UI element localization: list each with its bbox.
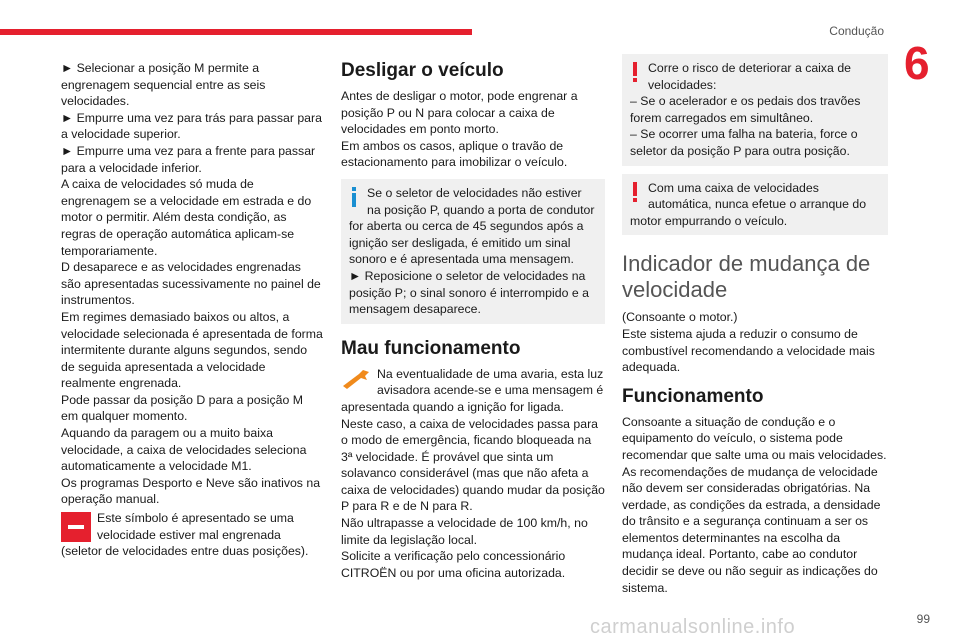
paragraph: Consoante a situação de condução e o equipamento do veículo, o sistema pode recomendar que salte uma ou mais velocidades. — [622, 414, 887, 462]
warning-text: – Se ocorrer uma falha na bateria, force o seletor da posição P para outra posição. — [630, 127, 858, 158]
paragraph: Antes de desligar o motor, pode engrenar a posição P ou N para colocar a caixa de velocidades em ponto morto. — [341, 89, 578, 137]
paragraph: Este sistema ajuda a reduzir o consumo de combustível recomendando a velocidade mais adequada. — [622, 326, 875, 375]
gear-fault-symbol-icon — [61, 512, 91, 542]
malfunction-text: Na eventualidade de uma avaria, esta luz avisadora acende-se e uma mensagem é apresentada quando a ignição for ligada. — [341, 366, 604, 414]
heading-switch-off: Desligar o veículo — [341, 60, 504, 81]
paragraph: Não ultrapasse a velocidade de 100 km/h, no limite da legislação local. — [341, 516, 588, 547]
watermark: carmanualsonline.info — [590, 616, 796, 638]
heading-operation: Funcionamento — [622, 385, 764, 407]
paragraph: D desaparece e as velocidades engrenadas são apresentadas sucessivamente no painel de instrumentos. — [61, 260, 321, 308]
paragraph: (Consoante o motor.) — [622, 310, 738, 325]
paragraph: ► Empurre uma vez para a frente para passar para a velocidade inferior. — [61, 143, 316, 175]
paragraph: ► Selecionar a posição M permite a engrenagem sequencial entre as seis velocidades. — [61, 61, 266, 109]
paragraph: Em regimes demasiado baixos ou altos, a velocidade selecionada é apresentada de forma intermitente durante alguns segundos, sendo de seguida apresentada a velocidade realmente engrenada. — [61, 309, 323, 391]
warning-text: – Se o acelerador e os pedais dos travões forem carregados em simultâneo. — [630, 94, 861, 125]
warning-exclamation-icon — [630, 182, 640, 202]
heading-gear-indicator: Indicador de mudança de velocidade — [622, 251, 871, 303]
wrench-warning-icon — [341, 368, 371, 390]
chapter-number: 6 — [904, 37, 930, 89]
info-note-text-2: ► Reposicione o seletor de velocidades na posição P; o sinal sonoro é interrompido e a mensagem desaparece. — [349, 268, 589, 317]
column-2 — [341, 60, 605, 581]
paragraph: ► Empurre uma vez para trás para passar para a velocidade superior. — [61, 110, 322, 142]
info-note — [341, 179, 605, 324]
paragraph: Aquando da paragem ou a muito baixa velocidade, a caixa de velocidades seleciona automaticamente a velocidade M1. — [61, 426, 307, 474]
paragraph: Neste caso, a caixa de velocidades passa para o modo de emergência, ficando bloqueada na 3ª velocidade. É provável que sinta um solavanco considerável (mas que não afeta a caixa de velocidades) quando mudar da posição P para R e de N para R. — [341, 416, 605, 514]
warning-text: Corre o risco de deteriorar a caixa de velocidades: — [648, 61, 851, 92]
paragraph: Em ambos os casos, aplique o travão de estacionamento para imobilizar o veículo. — [341, 138, 568, 170]
paragraph: As recomendações de mudança de velocidade não devem ser consideradas obrigatórias. Na verdade, as condições da estrada, a densidade do trânsito e a segurança continuam a ser os elementos determinantes na escolha da mudança ideal. Portanto, cabe ao condutor decidir se deve ou não seguir as indicações do sistema. — [622, 464, 881, 595]
warning-text: Com uma caixa de velocidades automática, nunca efetue o arranque do motor empurrando o veículo. — [630, 180, 867, 228]
paragraph: Solicite a verificação pelo concessionário CITROËN ou por uma oficina autorizada. — [341, 549, 566, 580]
paragraph: Os programas Desporto e Neve são inativos na operação manual. — [61, 475, 321, 507]
paragraph: A caixa de velocidades só muda de engrenagem se a velocidade em estrada e do motor o permitir. Além desta condição, as regras de operação automática aplicam-se temporariamente. — [61, 177, 312, 258]
info-note-text: Se o seletor de velocidades não estiver na posição P, quando a porta de condutor for aberta ou cerca de 45 segundos após a ignição ser desligada, é emitido um sinal sonoro e é apresentada uma mensagem. — [349, 185, 595, 267]
info-icon — [349, 187, 359, 207]
paragraph: Pode passar da posição D para a posição M em qualquer momento. — [61, 392, 303, 424]
column-1 — [61, 60, 323, 560]
column-3 — [622, 60, 888, 596]
warning-exclamation-icon — [630, 62, 640, 82]
warning-note-1 — [622, 54, 888, 166]
section-title: Condução — [829, 24, 884, 38]
warning-note-2 — [622, 174, 888, 236]
heading-malfunction: Mau funcionamento — [341, 337, 521, 359]
top-accent-bar — [0, 29, 472, 35]
symbol-note: Este símbolo é apresentado se uma velocidade estiver mal engrenada (seletor de velocidades entre duas posições). — [61, 511, 309, 559]
page-number: 99 — [916, 612, 930, 626]
